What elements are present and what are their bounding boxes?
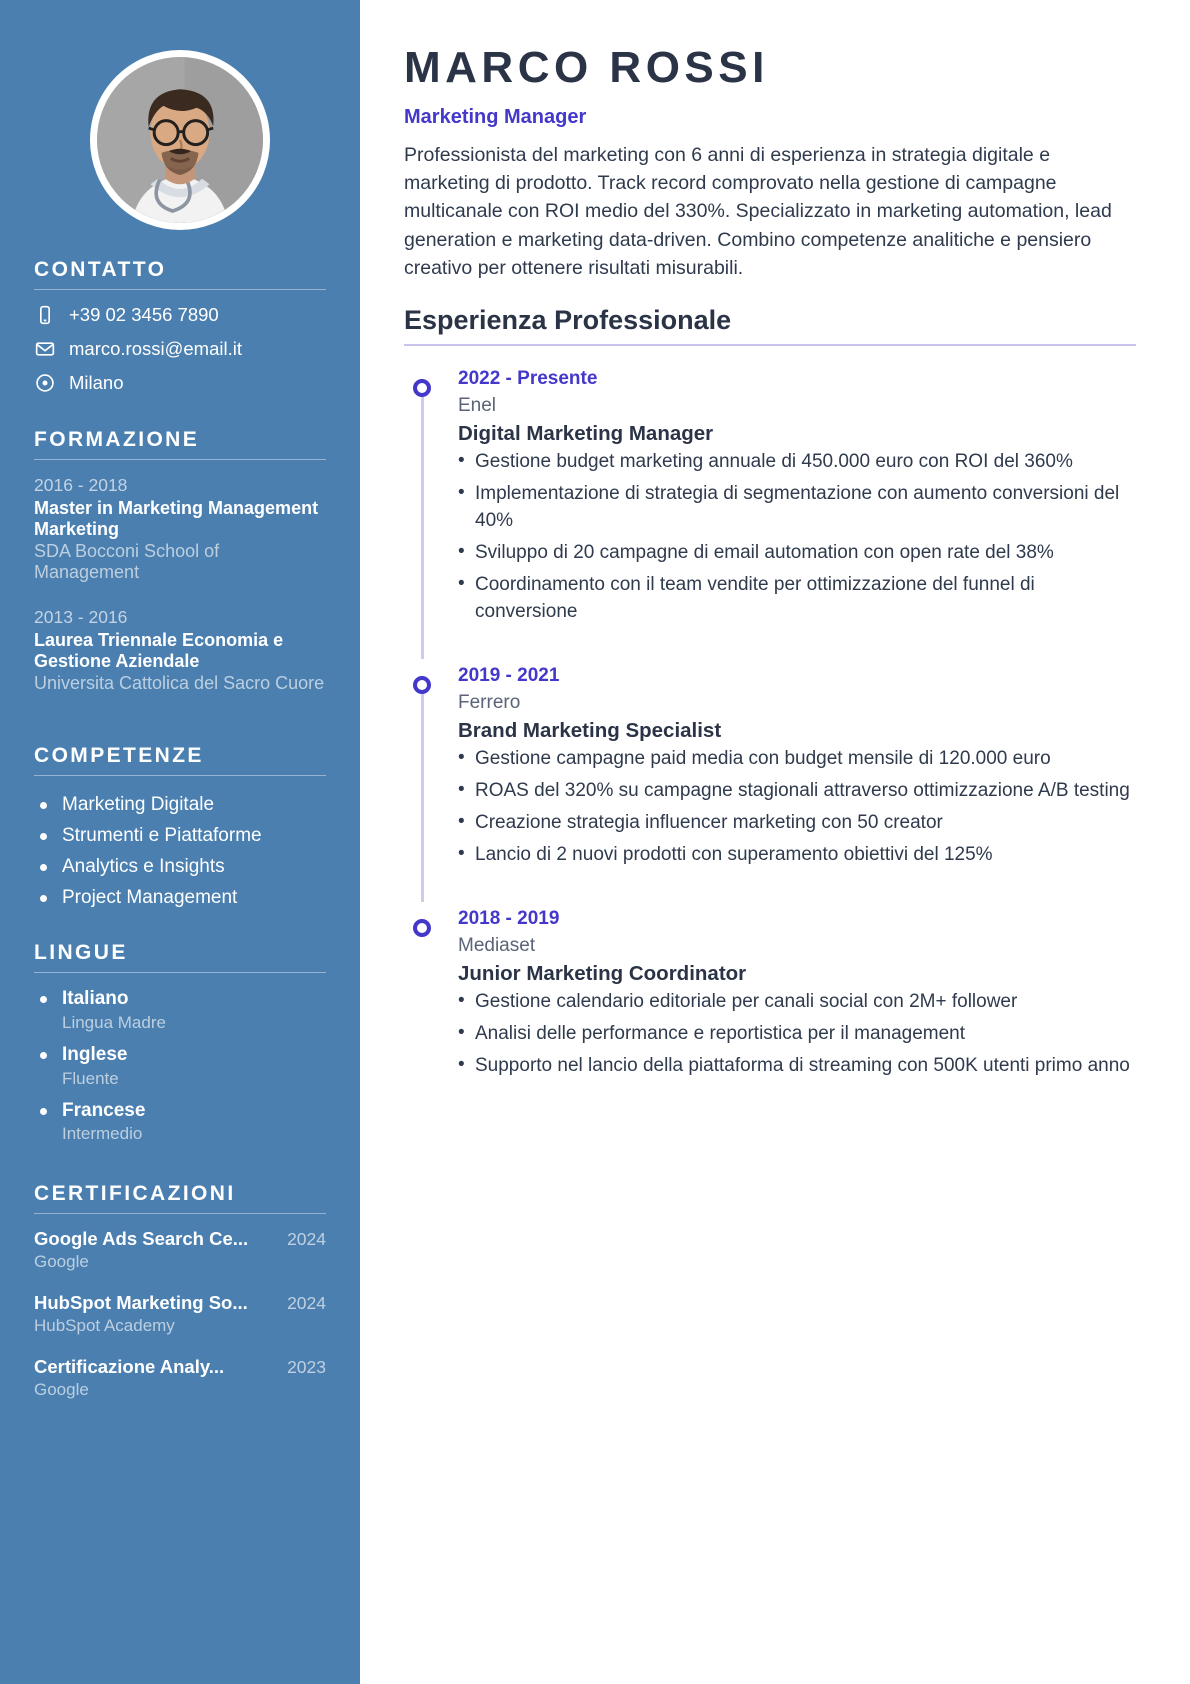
- list-item: • Analisi delle performance e reportistica per il management: [458, 1021, 1136, 1048]
- experience-bullets: [458, 449, 1136, 626]
- timeline-dot-icon: [413, 919, 431, 937]
- list-item: • Supporto nel lancio della piattaforma di streaming con 500K utenti primo anno: [458, 1053, 1136, 1080]
- avatar-wrapper: [0, 0, 360, 258]
- experience-company: Ferrero: [458, 692, 521, 714]
- list-item: Marketing Digitale: [34, 790, 326, 821]
- contact-divider: [34, 289, 326, 290]
- list-item: [34, 987, 326, 1035]
- certifications-heading: CERTIFICAZIONI: [34, 1182, 236, 1206]
- experience-item: [404, 908, 1136, 1080]
- list-item: • Gestione calendario editoriale per canali social con 2M+ follower: [458, 989, 1136, 1016]
- location-icon: [34, 372, 56, 394]
- education-school: SDA Bocconi School of Management: [34, 540, 220, 583]
- certification-item: [34, 1228, 326, 1272]
- list-item: • Creazione strategia influencer marketing con 50 creator: [458, 810, 1136, 837]
- email-icon: [34, 338, 56, 360]
- skills-heading: COMPETENZE: [34, 744, 204, 768]
- language-name: Italiano: [62, 988, 129, 1010]
- list-item: • Coordinamento con il team vendite per ottimizzazione del funnel di conversione: [458, 572, 1136, 626]
- list-item: Project Management: [34, 883, 326, 914]
- education-heading: FORMAZIONE: [34, 428, 200, 451]
- spacer: [34, 913, 326, 941]
- job-title: Marketing Manager: [404, 105, 587, 128]
- languages-divider: [34, 972, 326, 973]
- experience-role: Digital Marketing Manager: [458, 421, 714, 445]
- certification-year: 2024: [287, 1229, 326, 1250]
- certification-header: [34, 1356, 326, 1378]
- experience-underline: [404, 344, 1136, 347]
- contact-heading: CONTATTO: [34, 258, 167, 281]
- timeline-line: [421, 396, 424, 659]
- experience-bullets: [458, 989, 1136, 1080]
- list-item: Strumenti e Piattaforme: [34, 821, 326, 852]
- experience-company: Enel: [458, 395, 497, 417]
- phone-icon: [34, 304, 56, 326]
- list-item: • Gestione campagne paid media con budget mensile di 120.000 euro: [458, 746, 1136, 773]
- professional-summary: Professionista del marketing con 6 anni di esperienza in strategia digitale e marketing di prodotto. Track record comprovato nella gestione di campagne multicanale con ROI medio del 330%. Specializzato in marketing automation, lead generation e marketing data-driven. Combino competenze analitiche e pensiero creativo per ottenere risultati misurabili.: [404, 143, 1112, 280]
- certification-name: HubSpot Marketing So...: [34, 1292, 248, 1314]
- experience-heading: Esperienza Professionale: [404, 304, 732, 335]
- education-years: 2016 - 2018: [34, 475, 128, 495]
- certification-issuer: Google: [34, 1380, 89, 1400]
- spacer: [34, 1154, 326, 1182]
- contact-item-location[interactable]: [34, 372, 326, 394]
- experience-bullets: [458, 746, 1136, 869]
- language-level: Lingua Madre: [62, 1013, 166, 1033]
- education-divider: [34, 459, 326, 460]
- avatar-illustration: [97, 57, 263, 223]
- certification-issuer: HubSpot Academy: [34, 1316, 175, 1336]
- experience-dates: 2022 - Presente: [458, 368, 598, 390]
- education-years: 2013 - 2016: [34, 607, 128, 627]
- education-item: [34, 606, 326, 694]
- certification-name: Google Ads Search Ce...: [34, 1228, 249, 1250]
- certification-header: [34, 1292, 326, 1314]
- contact-value-location: Milano: [69, 372, 124, 393]
- list-item: • Implementazione di strategia di segmentazione con aumento conversioni del 40%: [458, 481, 1136, 535]
- experience-timeline: [404, 368, 1136, 1080]
- timeline-dot-icon: [413, 676, 431, 694]
- experience-item: [404, 665, 1136, 908]
- certifications-divider: [34, 1213, 326, 1214]
- list-item: [34, 1099, 326, 1147]
- contact-item-phone[interactable]: [34, 304, 326, 326]
- skills-list: [34, 790, 326, 913]
- list-item: • Gestione budget marketing annuale di 450.000 euro con ROI del 360%: [458, 449, 1136, 476]
- certification-issuer: Google: [34, 1252, 89, 1272]
- experience-company: Mediaset: [458, 935, 536, 957]
- language-name: Inglese: [62, 1044, 128, 1066]
- education-degree: Laurea Triennale Economia e Gestione Aziendale: [34, 629, 284, 672]
- language-level: Fluente: [62, 1068, 119, 1088]
- avatar: [90, 50, 270, 230]
- certification-item: [34, 1292, 326, 1336]
- language-level: Intermedio: [62, 1124, 143, 1144]
- list-item: Analytics e Insights: [34, 852, 326, 883]
- languages-heading: LINGUE: [34, 941, 128, 965]
- language-name: Francese: [62, 1099, 146, 1121]
- certification-header: [34, 1228, 326, 1250]
- certification-year: 2023: [287, 1357, 326, 1378]
- list-item: [34, 1043, 326, 1091]
- spacer: [34, 716, 326, 744]
- experience-role: Brand Marketing Specialist: [458, 718, 722, 742]
- contact-list: [34, 304, 326, 394]
- experience-item: [404, 368, 1136, 665]
- list-item: • Sviluppo di 20 campagne di email automation con open rate del 38%: [458, 540, 1136, 567]
- contact-item-email[interactable]: [34, 338, 326, 360]
- education-school: Universita Cattolica del Sacro Cuore: [34, 672, 325, 693]
- experience-dates: 2018 - 2019: [458, 908, 560, 930]
- contact-value-phone: +39 02 3456 7890: [69, 304, 219, 325]
- contact-value-email: marco.rossi@email.it: [69, 338, 242, 359]
- certification-year: 2024: [287, 1293, 326, 1314]
- list-item: • ROAS del 320% su campagne stagionali attraverso ottimizzazione A/B testing: [458, 778, 1136, 805]
- main-content: [360, 0, 1190, 1684]
- languages-list: [34, 987, 326, 1146]
- certification-name: Certificazione Analy...: [34, 1356, 225, 1378]
- education-item: [34, 474, 326, 584]
- education-degree: Master in Marketing Management Marketing: [34, 497, 319, 540]
- experience-role: Junior Marketing Coordinator: [458, 961, 747, 985]
- list-item: • Lancio di 2 nuovi prodotti con superamento obiettivi del 125%: [458, 842, 1136, 869]
- experience-dates: 2019 - 2021: [458, 665, 560, 687]
- certification-item: [34, 1356, 326, 1400]
- sidebar: [0, 0, 360, 1684]
- timeline-line: [421, 693, 424, 902]
- timeline-dot-icon: [413, 379, 431, 397]
- skills-divider: [34, 775, 326, 776]
- page-title: MARCO ROSSI: [404, 43, 769, 92]
